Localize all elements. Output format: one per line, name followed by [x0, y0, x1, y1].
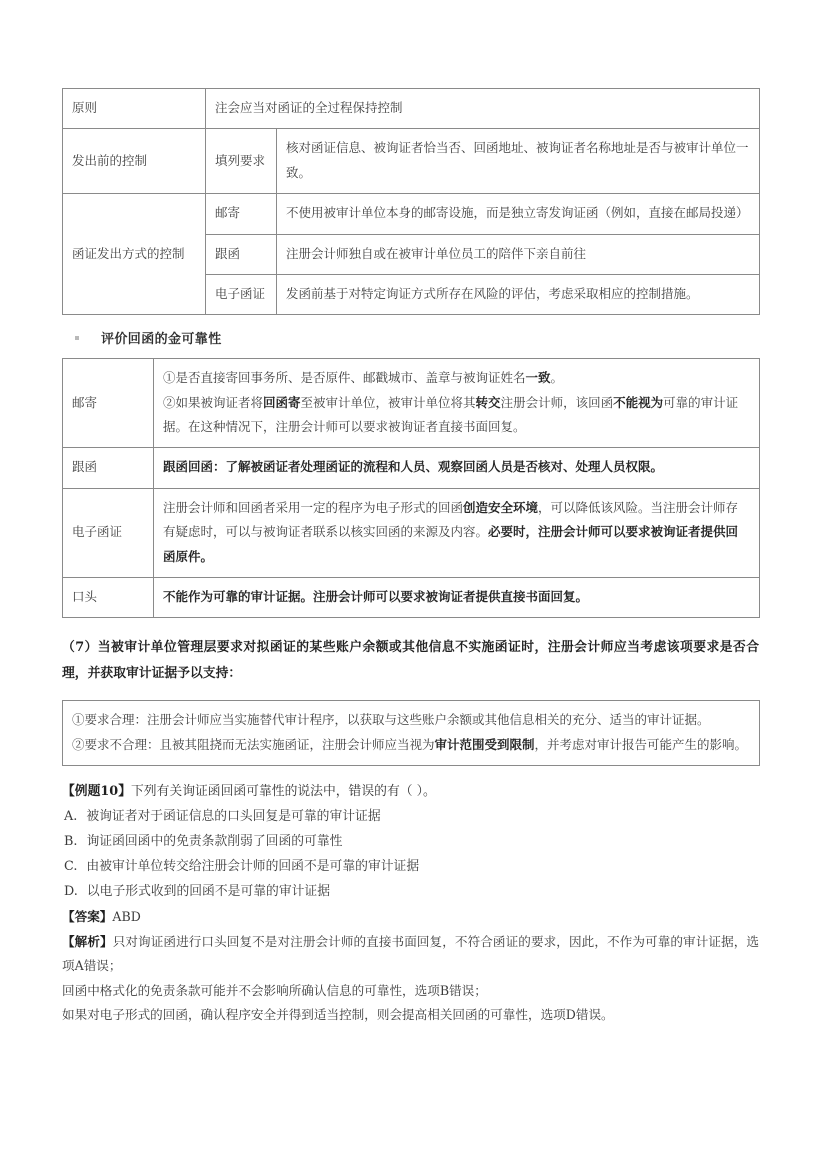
section-7-paragraph: （7）当被审计单位管理层要求对拟函证的某些账户余额或其他信息不实施函证时，注册会计师应当考虑该项要求是否合理，并获取审计证据予以支持： [62, 640, 759, 681]
analysis-line-2: 回函中格式化的免责条款可能并不会影响所确认信息的可靠性，选项B错误； [62, 982, 487, 998]
emphasis-text: 跟函回函：了解被函证者处理函证的流程和人员、观察回函人员是否核对、处理人员权限。 [163, 459, 664, 475]
cell-electronic-body [154, 488, 760, 577]
table-request-reasonableness [62, 700, 760, 766]
cell-oral-label: 口头 [63, 577, 154, 617]
table-row [63, 359, 760, 448]
answer-tag: 【答案】 [62, 908, 113, 924]
question-stem [62, 780, 759, 805]
plain-text: 至被审计单位，被审计单位将其 [300, 394, 476, 410]
plain-text: 注册会计师和回函者采用一定的程序为电子形式的回函 [163, 499, 464, 515]
rich-text-line [163, 496, 750, 569]
cell-presend-label: 发出前的控制 [63, 129, 206, 194]
table-confirmation-control [62, 88, 760, 315]
table-row [63, 577, 760, 617]
table-row [63, 194, 760, 234]
option-b-text: 询证函回函中的免责条款削弱了回函的可靠性 [86, 834, 343, 850]
option-d-letter: D. [64, 884, 78, 899]
option-b-letter: B. [64, 834, 78, 850]
option-c-text: 由被审计单位转交给注册会计师的回函不是可靠的审计证据 [86, 859, 420, 875]
emphasis-text: 不能作为可靠的审计证据。注册会计师可以要求被询证者提供直接书面回复。 [163, 588, 589, 604]
table-row [63, 701, 760, 766]
rich-text-line [163, 391, 750, 440]
option-c [62, 855, 759, 880]
bullet-heading-reliability [62, 328, 759, 347]
cell-dispatch-follow-sub: 跟函 [206, 234, 277, 274]
plain-text: ①要求合理：注册会计师应当实施替代审计程序，以获取与这些账户余额或其他信息相关的充分、适当的审计证据。 [72, 712, 710, 728]
option-b [62, 830, 759, 855]
cell-follow-label: 跟函 [63, 448, 154, 488]
rich-text-line [163, 366, 750, 390]
cell-presend-body: 核对函证信息、被询证者恰当否、回函地址、被询证者名称地址是否与被审计单位一致。 [277, 129, 760, 194]
emphasis-text: 不能视为 [613, 394, 664, 410]
emphasis-text: 创造安全环境 [463, 499, 539, 515]
square-bullet-icon [75, 336, 79, 340]
analysis-line-3: 如果对电子形式的回函，确认程序安全并得到适当控制，则会提高相关回函的可靠性，选项D错误。 [62, 1007, 614, 1023]
plain-text: 可靠的审计证据。在这种情况下，注册会计师可以要求被询证者直接书面回复。 [163, 394, 739, 434]
cell-mail-body [154, 359, 760, 448]
cell-dispatch-mail-body: 不使用被审计单位本身的邮寄设施，而是独立寄发询证函（例如，直接在邮局投递） [277, 194, 760, 234]
emphasis-text: 审计范围受到限制 [434, 736, 535, 752]
spacer [62, 618, 759, 635]
plain-text: 。 [550, 370, 564, 386]
plain-text: ①是否直接寄回事务所、是否原件、邮戳城市、盖章与被询证姓名 [163, 370, 526, 386]
rich-text-line [72, 733, 750, 757]
bullet-heading-label: 评价回函的金可靠性 [101, 332, 222, 348]
cell-principle-label: 原则 [63, 89, 206, 129]
rich-text-line [163, 455, 750, 479]
table-row [63, 488, 760, 577]
plain-text: ，可以降低该风险。当注册会计师存有疑虑时，可以与被询证者联系以核实回函的来源及内容。 [163, 499, 739, 540]
plain-text: ②如果被询证者将 [163, 394, 264, 410]
plain-text: ，并考虑对审计报告可能产生的影响。 [534, 736, 748, 752]
question-lead-label: 【例题10】 [62, 784, 131, 800]
option-a [62, 805, 759, 830]
cell-principle-body: 注会应当对函证的全过程保持控制 [206, 89, 760, 129]
document-content [62, 88, 759, 1028]
analysis-line-1 [62, 930, 759, 979]
cell-dispatch-electronic-sub: 电子函证 [206, 274, 277, 314]
table-row [63, 129, 760, 194]
rich-text-line [72, 708, 750, 732]
cell-mail-label: 邮寄 [63, 359, 154, 448]
table-reply-reliability [62, 358, 760, 618]
emphasis-text: 回函寄 [263, 394, 301, 410]
example-question-block [62, 780, 759, 1028]
emphasis-text: 一致 [525, 370, 551, 386]
cell-dispatch-mail-sub: 邮寄 [206, 194, 277, 234]
question-stem-text: 下列有关询证函回函可靠性的说法中，错误的有（ ）。 [131, 784, 436, 800]
cell-presend-sub: 填列要求 [206, 129, 277, 194]
spacer [62, 686, 759, 700]
emphasis-text: 必要时，注册会计师可以要求被询证者提供回函原件。 [163, 524, 739, 564]
option-d [62, 880, 759, 905]
cell-electronic-label: 电子函证 [63, 488, 154, 577]
option-a-text: 被询证者对于函证信息的口头回复是可靠的审计证据 [86, 809, 381, 825]
plain-text: ②要求不合理：且被其阻挠而无法实施函证，注册会计师应当视为 [72, 736, 435, 752]
emphasis-text: 转交 [475, 394, 501, 410]
option-a-letter: A. [64, 809, 78, 825]
answer-value: ABD [112, 908, 141, 924]
cell-dispatch-label: 函证发出方式的控制 [63, 194, 206, 315]
analysis-text-1: 只对询证函进行口头回复不是对注册会计师的直接书面回复，不符合函证的要求，因此，不作为可靠的审计证据，选项A错误； [62, 933, 760, 974]
plain-text: 注册会计师，该回函 [500, 394, 614, 410]
cell-follow-body [154, 448, 760, 488]
cell-dispatch-follow-body: 注册会计师独自或在被审计单位员工的陪伴下亲自前往 [277, 234, 760, 274]
option-d-text: 以电子形式收到的回函不是可靠的审计证据 [86, 884, 331, 899]
table-row [63, 448, 760, 488]
analysis-tag: 【解析】 [62, 933, 113, 949]
option-c-letter: C. [64, 859, 78, 875]
cell-reasonableness-body [63, 701, 760, 766]
cell-oral-body [154, 577, 760, 617]
cell-dispatch-electronic-body: 发函前基于对特定询证方式所存在风险的评估，考虑采取相应的控制措施。 [277, 274, 760, 314]
table-row [63, 89, 760, 129]
answer-line [62, 905, 759, 930]
rich-text-line [163, 585, 750, 609]
